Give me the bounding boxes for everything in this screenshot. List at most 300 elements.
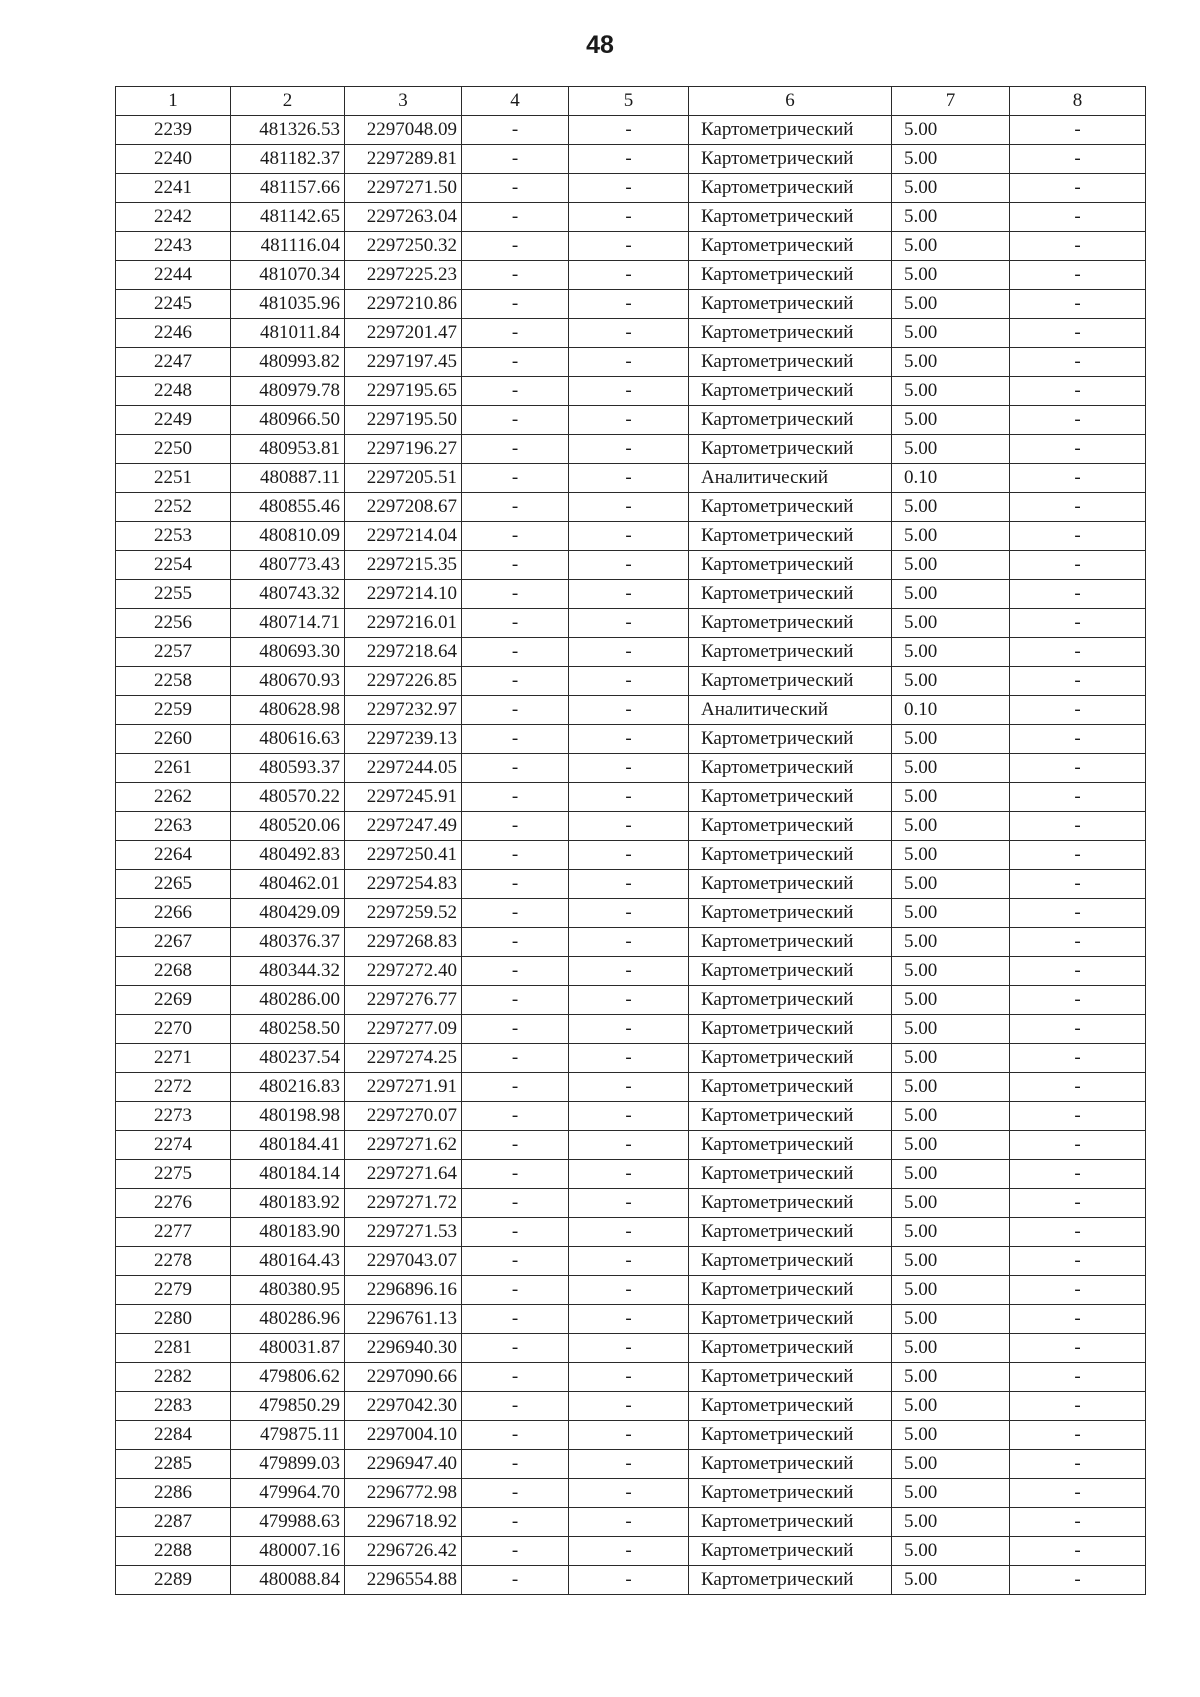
col8-cell: - bbox=[1010, 1450, 1146, 1479]
method-cell: Картометрический bbox=[689, 783, 892, 812]
column-header: 1 bbox=[116, 87, 231, 116]
col4-cell: - bbox=[462, 1044, 569, 1073]
col5-cell: - bbox=[569, 1015, 689, 1044]
col8-cell: - bbox=[1010, 1392, 1146, 1421]
col8-cell: - bbox=[1010, 232, 1146, 261]
x-coordinate-cell: 480593.37 bbox=[231, 754, 345, 783]
col8-cell: - bbox=[1010, 522, 1146, 551]
method-cell: Картометрический bbox=[689, 174, 892, 203]
y-coordinate-cell: 2297270.07 bbox=[345, 1102, 462, 1131]
table-row bbox=[116, 493, 1146, 522]
col8-cell: - bbox=[1010, 986, 1146, 1015]
y-coordinate-cell: 2297254.83 bbox=[345, 870, 462, 899]
col5-cell: - bbox=[569, 174, 689, 203]
col4-cell: - bbox=[462, 725, 569, 754]
method-cell: Картометрический bbox=[689, 493, 892, 522]
table-row bbox=[116, 754, 1146, 783]
col4-cell: - bbox=[462, 1537, 569, 1566]
point-number-cell: 2251 bbox=[116, 464, 231, 493]
point-number-cell: 2259 bbox=[116, 696, 231, 725]
col5-cell: - bbox=[569, 725, 689, 754]
y-coordinate-cell: 2297276.77 bbox=[345, 986, 462, 1015]
col8-cell: - bbox=[1010, 1218, 1146, 1247]
accuracy-cell: 5.00 bbox=[892, 1073, 1010, 1102]
col4-cell: - bbox=[462, 406, 569, 435]
col5-cell: - bbox=[569, 1160, 689, 1189]
col4-cell: - bbox=[462, 1305, 569, 1334]
col5-cell: - bbox=[569, 783, 689, 812]
x-coordinate-cell: 481142.65 bbox=[231, 203, 345, 232]
x-coordinate-cell: 480164.43 bbox=[231, 1247, 345, 1276]
col5-cell: - bbox=[569, 522, 689, 551]
accuracy-cell: 5.00 bbox=[892, 145, 1010, 174]
y-coordinate-cell: 2297244.05 bbox=[345, 754, 462, 783]
y-coordinate-cell: 2297195.50 bbox=[345, 406, 462, 435]
col8-cell: - bbox=[1010, 145, 1146, 174]
y-coordinate-cell: 2297215.35 bbox=[345, 551, 462, 580]
col5-cell: - bbox=[569, 551, 689, 580]
method-cell: Картометрический bbox=[689, 667, 892, 696]
col8-cell: - bbox=[1010, 290, 1146, 319]
col5-cell: - bbox=[569, 435, 689, 464]
column-header: 2 bbox=[231, 87, 345, 116]
table-row bbox=[116, 1044, 1146, 1073]
column-header: 5 bbox=[569, 87, 689, 116]
y-coordinate-cell: 2297196.27 bbox=[345, 435, 462, 464]
column-header: 4 bbox=[462, 87, 569, 116]
col4-cell: - bbox=[462, 145, 569, 174]
col4-cell: - bbox=[462, 1566, 569, 1595]
col5-cell: - bbox=[569, 1363, 689, 1392]
point-number-cell: 2278 bbox=[116, 1247, 231, 1276]
accuracy-cell: 5.00 bbox=[892, 841, 1010, 870]
accuracy-cell: 5.00 bbox=[892, 725, 1010, 754]
accuracy-cell: 5.00 bbox=[892, 1015, 1010, 1044]
x-coordinate-cell: 481157.66 bbox=[231, 174, 345, 203]
method-cell: Картометрический bbox=[689, 377, 892, 406]
col8-cell: - bbox=[1010, 899, 1146, 928]
point-number-cell: 2255 bbox=[116, 580, 231, 609]
col5-cell: - bbox=[569, 1305, 689, 1334]
col5-cell: - bbox=[569, 754, 689, 783]
x-coordinate-cell: 480344.32 bbox=[231, 957, 345, 986]
point-number-cell: 2275 bbox=[116, 1160, 231, 1189]
accuracy-cell: 5.00 bbox=[892, 1421, 1010, 1450]
table-row bbox=[116, 957, 1146, 986]
col4-cell: - bbox=[462, 290, 569, 319]
col4-cell: - bbox=[462, 899, 569, 928]
table-row bbox=[116, 1073, 1146, 1102]
col8-cell: - bbox=[1010, 1421, 1146, 1450]
x-coordinate-cell: 480429.09 bbox=[231, 899, 345, 928]
y-coordinate-cell: 2297272.40 bbox=[345, 957, 462, 986]
point-number-cell: 2289 bbox=[116, 1566, 231, 1595]
y-coordinate-cell: 2297214.04 bbox=[345, 522, 462, 551]
y-coordinate-cell: 2297271.50 bbox=[345, 174, 462, 203]
col4-cell: - bbox=[462, 957, 569, 986]
col4-cell: - bbox=[462, 1334, 569, 1363]
y-coordinate-cell: 2297271.64 bbox=[345, 1160, 462, 1189]
table-row bbox=[116, 1334, 1146, 1363]
col4-cell: - bbox=[462, 1276, 569, 1305]
point-number-cell: 2268 bbox=[116, 957, 231, 986]
point-number-cell: 2271 bbox=[116, 1044, 231, 1073]
x-coordinate-cell: 480237.54 bbox=[231, 1044, 345, 1073]
x-coordinate-cell: 480376.37 bbox=[231, 928, 345, 957]
method-cell: Картометрический bbox=[689, 754, 892, 783]
y-coordinate-cell: 2297225.23 bbox=[345, 261, 462, 290]
col8-cell: - bbox=[1010, 348, 1146, 377]
table-row bbox=[116, 1421, 1146, 1450]
y-coordinate-cell: 2296896.16 bbox=[345, 1276, 462, 1305]
point-number-cell: 2280 bbox=[116, 1305, 231, 1334]
col8-cell: - bbox=[1010, 841, 1146, 870]
point-number-cell: 2261 bbox=[116, 754, 231, 783]
point-number-cell: 2285 bbox=[116, 1450, 231, 1479]
col5-cell: - bbox=[569, 203, 689, 232]
column-header: 3 bbox=[345, 87, 462, 116]
x-coordinate-cell: 481035.96 bbox=[231, 290, 345, 319]
accuracy-cell: 5.00 bbox=[892, 1566, 1010, 1595]
method-cell: Картометрический bbox=[689, 1160, 892, 1189]
y-coordinate-cell: 2297214.10 bbox=[345, 580, 462, 609]
method-cell: Картометрический bbox=[689, 1363, 892, 1392]
table-row bbox=[116, 1537, 1146, 1566]
y-coordinate-cell: 2297210.86 bbox=[345, 290, 462, 319]
x-coordinate-cell: 480184.14 bbox=[231, 1160, 345, 1189]
accuracy-cell: 5.00 bbox=[892, 1276, 1010, 1305]
x-coordinate-cell: 480462.01 bbox=[231, 870, 345, 899]
accuracy-cell: 5.00 bbox=[892, 1102, 1010, 1131]
y-coordinate-cell: 2297239.13 bbox=[345, 725, 462, 754]
col5-cell: - bbox=[569, 1247, 689, 1276]
table-row bbox=[116, 174, 1146, 203]
col4-cell: - bbox=[462, 377, 569, 406]
x-coordinate-cell: 480616.63 bbox=[231, 725, 345, 754]
table-row bbox=[116, 435, 1146, 464]
col8-cell: - bbox=[1010, 435, 1146, 464]
y-coordinate-cell: 2297271.53 bbox=[345, 1218, 462, 1247]
point-number-cell: 2252 bbox=[116, 493, 231, 522]
point-number-cell: 2241 bbox=[116, 174, 231, 203]
column-header: 7 bbox=[892, 87, 1010, 116]
col5-cell: - bbox=[569, 493, 689, 522]
table-row bbox=[116, 319, 1146, 348]
col5-cell: - bbox=[569, 667, 689, 696]
point-number-cell: 2270 bbox=[116, 1015, 231, 1044]
x-coordinate-cell: 479875.11 bbox=[231, 1421, 345, 1450]
col8-cell: - bbox=[1010, 203, 1146, 232]
y-coordinate-cell: 2297226.85 bbox=[345, 667, 462, 696]
x-coordinate-cell: 480258.50 bbox=[231, 1015, 345, 1044]
table-row bbox=[116, 580, 1146, 609]
col5-cell: - bbox=[569, 319, 689, 348]
table-row bbox=[116, 1218, 1146, 1247]
col4-cell: - bbox=[462, 435, 569, 464]
accuracy-cell: 5.00 bbox=[892, 1334, 1010, 1363]
col4-cell: - bbox=[462, 812, 569, 841]
col5-cell: - bbox=[569, 812, 689, 841]
col5-cell: - bbox=[569, 1131, 689, 1160]
table-row bbox=[116, 1189, 1146, 1218]
accuracy-cell: 5.00 bbox=[892, 174, 1010, 203]
x-coordinate-cell: 481116.04 bbox=[231, 232, 345, 261]
y-coordinate-cell: 2297271.72 bbox=[345, 1189, 462, 1218]
y-coordinate-cell: 2297090.66 bbox=[345, 1363, 462, 1392]
x-coordinate-cell: 481070.34 bbox=[231, 261, 345, 290]
x-coordinate-cell: 480492.83 bbox=[231, 841, 345, 870]
accuracy-cell: 5.00 bbox=[892, 812, 1010, 841]
y-coordinate-cell: 2297043.07 bbox=[345, 1247, 462, 1276]
point-number-cell: 2248 bbox=[116, 377, 231, 406]
point-number-cell: 2240 bbox=[116, 145, 231, 174]
y-coordinate-cell: 2297205.51 bbox=[345, 464, 462, 493]
table-row bbox=[116, 522, 1146, 551]
table-row bbox=[116, 986, 1146, 1015]
col4-cell: - bbox=[462, 1102, 569, 1131]
point-number-cell: 2260 bbox=[116, 725, 231, 754]
x-coordinate-cell: 480183.92 bbox=[231, 1189, 345, 1218]
accuracy-cell: 5.00 bbox=[892, 1363, 1010, 1392]
y-coordinate-cell: 2297197.45 bbox=[345, 348, 462, 377]
col4-cell: - bbox=[462, 1015, 569, 1044]
accuracy-cell: 5.00 bbox=[892, 116, 1010, 145]
y-coordinate-cell: 2297245.91 bbox=[345, 783, 462, 812]
col5-cell: - bbox=[569, 638, 689, 667]
method-cell: Картометрический bbox=[689, 435, 892, 464]
column-header: 6 bbox=[689, 87, 892, 116]
col4-cell: - bbox=[462, 203, 569, 232]
col5-cell: - bbox=[569, 870, 689, 899]
y-coordinate-cell: 2297247.49 bbox=[345, 812, 462, 841]
table-row bbox=[116, 725, 1146, 754]
point-number-cell: 2263 bbox=[116, 812, 231, 841]
point-number-cell: 2264 bbox=[116, 841, 231, 870]
col4-cell: - bbox=[462, 1392, 569, 1421]
table-row bbox=[116, 551, 1146, 580]
x-coordinate-cell: 480953.81 bbox=[231, 435, 345, 464]
col5-cell: - bbox=[569, 290, 689, 319]
table-row bbox=[116, 406, 1146, 435]
col5-cell: - bbox=[569, 1479, 689, 1508]
col8-cell: - bbox=[1010, 957, 1146, 986]
table-row bbox=[116, 667, 1146, 696]
accuracy-cell: 5.00 bbox=[892, 1160, 1010, 1189]
point-number-cell: 2276 bbox=[116, 1189, 231, 1218]
method-cell: Картометрический bbox=[689, 290, 892, 319]
point-number-cell: 2287 bbox=[116, 1508, 231, 1537]
point-number-cell: 2279 bbox=[116, 1276, 231, 1305]
col8-cell: - bbox=[1010, 1073, 1146, 1102]
accuracy-cell: 5.00 bbox=[892, 522, 1010, 551]
accuracy-cell: 5.00 bbox=[892, 319, 1010, 348]
method-cell: Картометрический bbox=[689, 1189, 892, 1218]
point-number-cell: 2262 bbox=[116, 783, 231, 812]
accuracy-cell: 5.00 bbox=[892, 261, 1010, 290]
col4-cell: - bbox=[462, 1363, 569, 1392]
col5-cell: - bbox=[569, 1566, 689, 1595]
point-number-cell: 2282 bbox=[116, 1363, 231, 1392]
column-header: 8 bbox=[1010, 87, 1146, 116]
x-coordinate-cell: 479850.29 bbox=[231, 1392, 345, 1421]
point-number-cell: 2266 bbox=[116, 899, 231, 928]
method-cell: Картометрический bbox=[689, 609, 892, 638]
y-coordinate-cell: 2297250.32 bbox=[345, 232, 462, 261]
accuracy-cell: 5.00 bbox=[892, 870, 1010, 899]
point-number-cell: 2273 bbox=[116, 1102, 231, 1131]
table-row bbox=[116, 1392, 1146, 1421]
col5-cell: - bbox=[569, 1102, 689, 1131]
table-row bbox=[116, 348, 1146, 377]
accuracy-cell: 5.00 bbox=[892, 377, 1010, 406]
point-number-cell: 2265 bbox=[116, 870, 231, 899]
point-number-cell: 2267 bbox=[116, 928, 231, 957]
method-cell: Картометрический bbox=[689, 1421, 892, 1450]
point-number-cell: 2283 bbox=[116, 1392, 231, 1421]
table-row bbox=[116, 609, 1146, 638]
method-cell: Картометрический bbox=[689, 870, 892, 899]
point-number-cell: 2258 bbox=[116, 667, 231, 696]
col5-cell: - bbox=[569, 957, 689, 986]
accuracy-cell: 5.00 bbox=[892, 986, 1010, 1015]
table-row bbox=[116, 232, 1146, 261]
col5-cell: - bbox=[569, 116, 689, 145]
col4-cell: - bbox=[462, 841, 569, 870]
y-coordinate-cell: 2296761.13 bbox=[345, 1305, 462, 1334]
col4-cell: - bbox=[462, 928, 569, 957]
table-row bbox=[116, 1015, 1146, 1044]
method-cell: Картометрический bbox=[689, 1073, 892, 1102]
col8-cell: - bbox=[1010, 1102, 1146, 1131]
point-number-cell: 2239 bbox=[116, 116, 231, 145]
col5-cell: - bbox=[569, 348, 689, 377]
col4-cell: - bbox=[462, 870, 569, 899]
x-coordinate-cell: 479806.62 bbox=[231, 1363, 345, 1392]
method-cell: Картометрический bbox=[689, 1508, 892, 1537]
table-row bbox=[116, 1450, 1146, 1479]
point-number-cell: 2250 bbox=[116, 435, 231, 464]
col4-cell: - bbox=[462, 464, 569, 493]
col5-cell: - bbox=[569, 1450, 689, 1479]
y-coordinate-cell: 2297004.10 bbox=[345, 1421, 462, 1450]
x-coordinate-cell: 480670.93 bbox=[231, 667, 345, 696]
method-cell: Картометрический bbox=[689, 203, 892, 232]
method-cell: Картометрический bbox=[689, 957, 892, 986]
x-coordinate-cell: 481182.37 bbox=[231, 145, 345, 174]
x-coordinate-cell: 479964.70 bbox=[231, 1479, 345, 1508]
method-cell: Картометрический bbox=[689, 580, 892, 609]
coordinates-table bbox=[115, 86, 1146, 1595]
x-coordinate-cell: 480570.22 bbox=[231, 783, 345, 812]
col8-cell: - bbox=[1010, 870, 1146, 899]
col8-cell: - bbox=[1010, 725, 1146, 754]
method-cell: Картометрический bbox=[689, 1566, 892, 1595]
method-cell: Картометрический bbox=[689, 1102, 892, 1131]
point-number-cell: 2277 bbox=[116, 1218, 231, 1247]
method-cell: Картометрический bbox=[689, 406, 892, 435]
accuracy-cell: 5.00 bbox=[892, 928, 1010, 957]
col8-cell: - bbox=[1010, 493, 1146, 522]
point-number-cell: 2246 bbox=[116, 319, 231, 348]
method-cell: Картометрический bbox=[689, 1305, 892, 1334]
method-cell: Картометрический bbox=[689, 232, 892, 261]
col5-cell: - bbox=[569, 1421, 689, 1450]
col8-cell: - bbox=[1010, 319, 1146, 348]
accuracy-cell: 5.00 bbox=[892, 406, 1010, 435]
x-coordinate-cell: 479988.63 bbox=[231, 1508, 345, 1537]
x-coordinate-cell: 480714.71 bbox=[231, 609, 345, 638]
col5-cell: - bbox=[569, 899, 689, 928]
col4-cell: - bbox=[462, 638, 569, 667]
x-coordinate-cell: 480887.11 bbox=[231, 464, 345, 493]
col5-cell: - bbox=[569, 1189, 689, 1218]
col8-cell: - bbox=[1010, 696, 1146, 725]
col8-cell: - bbox=[1010, 1189, 1146, 1218]
point-number-cell: 2243 bbox=[116, 232, 231, 261]
accuracy-cell: 5.00 bbox=[892, 754, 1010, 783]
header-row bbox=[116, 87, 1146, 116]
x-coordinate-cell: 480088.84 bbox=[231, 1566, 345, 1595]
point-number-cell: 2274 bbox=[116, 1131, 231, 1160]
table-row bbox=[116, 1363, 1146, 1392]
point-number-cell: 2249 bbox=[116, 406, 231, 435]
col8-cell: - bbox=[1010, 812, 1146, 841]
accuracy-cell: 5.00 bbox=[892, 783, 1010, 812]
method-cell: Картометрический bbox=[689, 522, 892, 551]
col5-cell: - bbox=[569, 1218, 689, 1247]
col5-cell: - bbox=[569, 145, 689, 174]
accuracy-cell: 5.00 bbox=[892, 1537, 1010, 1566]
x-coordinate-cell: 480773.43 bbox=[231, 551, 345, 580]
col8-cell: - bbox=[1010, 174, 1146, 203]
col8-cell: - bbox=[1010, 1044, 1146, 1073]
method-cell: Картометрический bbox=[689, 145, 892, 174]
col8-cell: - bbox=[1010, 551, 1146, 580]
y-coordinate-cell: 2297201.47 bbox=[345, 319, 462, 348]
x-coordinate-cell: 480184.41 bbox=[231, 1131, 345, 1160]
col5-cell: - bbox=[569, 1392, 689, 1421]
y-coordinate-cell: 2297048.09 bbox=[345, 116, 462, 145]
y-coordinate-cell: 2296772.98 bbox=[345, 1479, 462, 1508]
col4-cell: - bbox=[462, 261, 569, 290]
method-cell: Картометрический bbox=[689, 116, 892, 145]
y-coordinate-cell: 2297195.65 bbox=[345, 377, 462, 406]
table-row bbox=[116, 1305, 1146, 1334]
col5-cell: - bbox=[569, 261, 689, 290]
method-cell: Картометрический bbox=[689, 986, 892, 1015]
y-coordinate-cell: 2297268.83 bbox=[345, 928, 462, 957]
col8-cell: - bbox=[1010, 1247, 1146, 1276]
table-row bbox=[116, 899, 1146, 928]
point-number-cell: 2253 bbox=[116, 522, 231, 551]
accuracy-cell: 5.00 bbox=[892, 1218, 1010, 1247]
col8-cell: - bbox=[1010, 116, 1146, 145]
point-number-cell: 2272 bbox=[116, 1073, 231, 1102]
col8-cell: - bbox=[1010, 667, 1146, 696]
method-cell: Картометрический bbox=[689, 261, 892, 290]
x-coordinate-cell: 480628.98 bbox=[231, 696, 345, 725]
col4-cell: - bbox=[462, 580, 569, 609]
col4-cell: - bbox=[462, 1073, 569, 1102]
col8-cell: - bbox=[1010, 1537, 1146, 1566]
col8-cell: - bbox=[1010, 754, 1146, 783]
table-header bbox=[116, 87, 1146, 116]
table-row bbox=[116, 116, 1146, 145]
y-coordinate-cell: 2297263.04 bbox=[345, 203, 462, 232]
method-cell: Картометрический bbox=[689, 841, 892, 870]
accuracy-cell: 5.00 bbox=[892, 1450, 1010, 1479]
table-row bbox=[116, 1131, 1146, 1160]
